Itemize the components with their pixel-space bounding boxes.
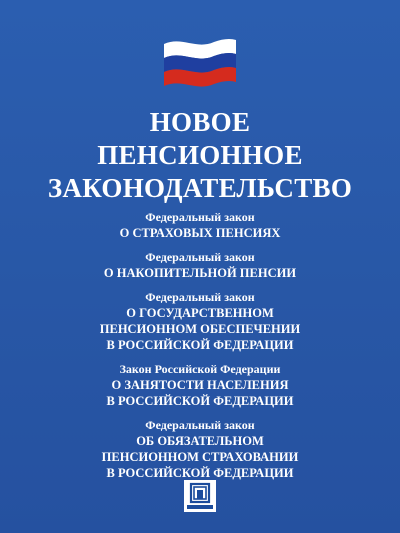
law-name: О ЗАНЯТОСТИ НАСЕЛЕНИЯ [111,378,289,392]
law-name: ПЕНСИОННОМ СТРАХОВАНИИ [101,450,299,464]
book-title [0,106,400,205]
law-item [0,290,400,353]
law-type: Федеральный закон [145,290,255,304]
law-name: В РОССИЙСКОЙ ФЕДЕРАЦИИ [106,394,294,408]
law-item [0,250,400,281]
title-line: ПЕНСИОННОЕ [97,140,303,170]
law-type: Закон Российской Федерации [119,362,281,376]
law-item [0,210,400,241]
title-line: НОВОЕ [149,107,251,137]
law-name: О СТРАХОВЫХ ПЕНСИЯХ [119,226,281,240]
law-item [0,418,400,481]
law-item [0,362,400,409]
title-line: ЗАКОНОДАТЕЛЬСТВО [47,173,353,203]
law-name: В РОССИЙСКОЙ ФЕДЕРАЦИИ [106,338,294,352]
law-name: О ГОСУДАРСТВЕННОМ [126,306,274,320]
law-name: ОБ ОБЯЗАТЕЛЬНОМ [136,434,264,448]
law-name: О НАКОПИТЕЛЬНОЙ ПЕНСИИ [103,266,297,280]
law-type: Федеральный закон [145,250,255,264]
law-name: В РОССИЙСКОЙ ФЕДЕРАЦИИ [106,466,294,480]
russian-flag-icon [160,34,240,90]
law-type: Федеральный закон [145,210,255,224]
law-type: Федеральный закон [145,418,255,432]
law-name: ПЕНСИОННОМ ОБЕСПЕЧЕНИИ [99,322,301,336]
law-list [0,210,400,490]
prospekt-logo-icon [184,480,216,512]
